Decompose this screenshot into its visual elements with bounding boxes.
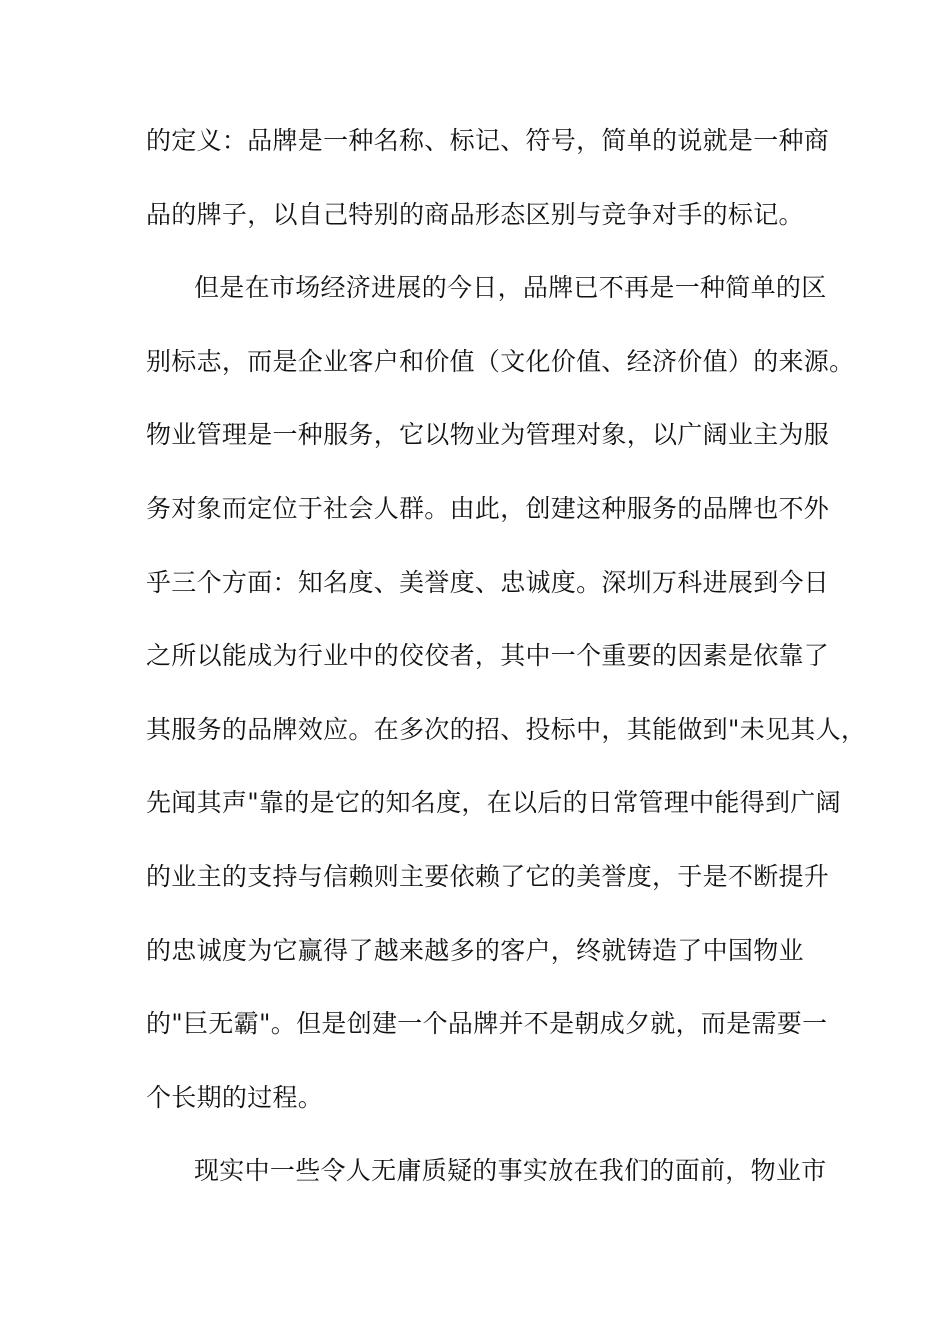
- text-line-3: 但是在市场经济进展的今日，品牌已不再是一种简单的区: [194, 273, 827, 303]
- text-line-5: 物业管理是一种服务，它以物业为管理对象，以广阔业主为服: [146, 420, 830, 450]
- text-line-14: 个长期的过程。: [146, 1082, 324, 1112]
- text-line-6: 务对象而定位于社会人群。由此，创建这种服务的品牌也不外: [146, 493, 830, 523]
- text-line-1: 的定义：品牌是一种名称、标记、符号，简单的说就是一种商: [146, 126, 830, 155]
- text-line-15: 现实中一些令人无庸质疑的事实放在我们的面前，物业市: [194, 1156, 827, 1186]
- text-line-10: 先闻其声"靠的是它的知名度，在以后的日常管理中能得到广阔: [146, 788, 841, 818]
- text-line-8: 之所以能成为行业中的佼佼者，其中一个重要的因素是依靠了: [146, 641, 830, 671]
- text-line-9: 其服务的品牌效应。在多次的招、投标中，其能做到"未见其人，: [146, 714, 867, 744]
- text-line-2: 品的牌子，以自己特别的商品形态区别与竞争对手的标记。: [146, 199, 804, 229]
- text-line-12: 的忠诚度为它赢得了越来越多的客户，终就铸造了中国物业: [146, 935, 804, 965]
- body-text: [146, 126, 867, 1232]
- text-line-13: 的"巨无霸"。但是创建一个品牌并不是朝成夕就，而是需要一: [146, 1009, 828, 1039]
- text-line-11: 的业主的支持与信赖则主要依赖了它的美誉度，于是不断提升: [146, 861, 830, 891]
- text-line-4: 别标志，而是企业客户和价值（文化价值、经济价值）的来源。: [146, 346, 855, 376]
- text-line-7: 乎三个方面：知名度、美誉度、忠诚度。深圳万科进展到今日: [146, 567, 830, 597]
